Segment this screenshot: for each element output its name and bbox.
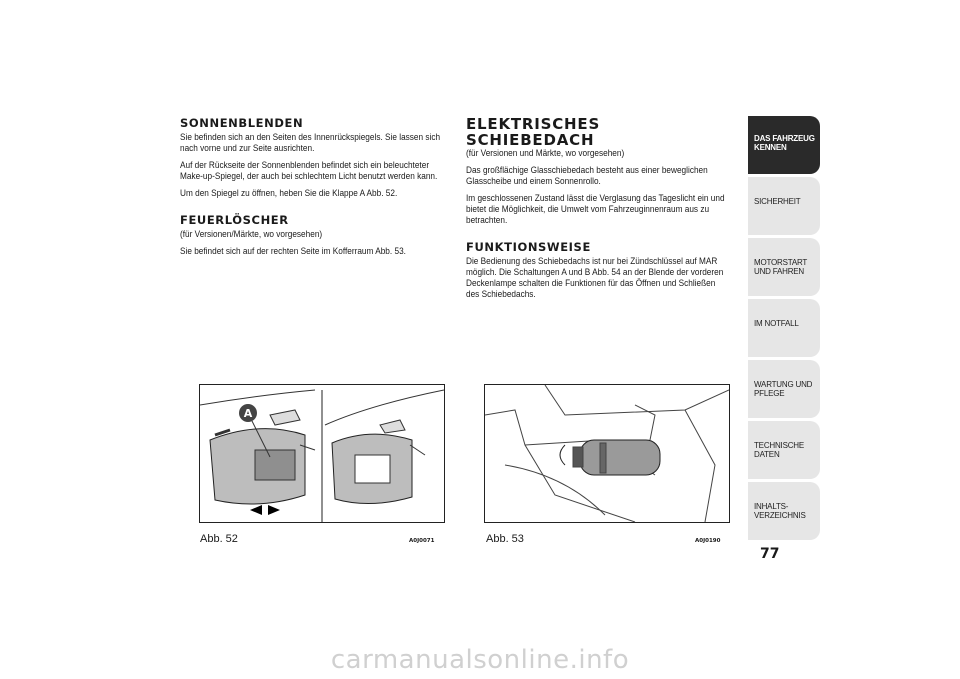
tab-inhaltsverzeichnis[interactable]: INHALTS-VERZEICHNIS <box>748 482 820 540</box>
figure-code: A0J0071 <box>409 538 435 544</box>
figure-caption: Abb. 52 <box>200 533 238 545</box>
paragraph: Das großflächige Glasschiebedach besteht aus einer beweglichen Glasscheibe und einem Sonnenrollo. <box>466 165 708 187</box>
tab-sicherheit[interactable]: SICHERHEIT <box>748 177 820 235</box>
heading-feuerloescher: FEUERLÖSCHER <box>180 213 289 227</box>
paragraph: Die Bedienung des Schiebedachs ist nur bei Zündschlüssel auf MAR möglich. Die Schaltungen A und B Abb. 54 an der Blende der vorderen Deckenlampe schalten die Funktionen für das Öffnen und Schließen des Schiebedachs. <box>466 256 724 300</box>
figure-sun-visor <box>199 384 445 523</box>
paragraph: Sie befindet sich auf der rechten Seite im Kofferraum Abb. 53. <box>180 246 406 257</box>
figure-caption: Abb. 53 <box>486 533 524 545</box>
left-column <box>180 116 442 263</box>
paragraph: Im geschlossenen Zustand lässt die Verglasung das Tageslicht ein und bietet die Möglichkeit, die Umwelt vom Fahrzeuginnenraum aus zu betrachten. <box>466 193 725 226</box>
tab-im-notfall[interactable]: IM NOTFALL <box>748 299 820 357</box>
subtitle: (für Versionen/Märkte, wo vorgesehen) <box>180 229 323 240</box>
callout-a: A <box>243 407 253 420</box>
heading-schiebedach: ELEKTRISCHES SCHIEBEDACH <box>466 115 601 149</box>
sun-visor-illustration <box>200 385 444 522</box>
tab-wartung-und-pflege[interactable]: WARTUNG UND PFLEGE <box>748 360 820 418</box>
subtitle: (für Versionen und Märkte, wo vorgesehen) <box>466 148 625 159</box>
paragraph: Um den Spiegel zu öffnen, heben Sie die Klappe A Abb. 52. <box>180 188 398 199</box>
figure-fire-extinguisher <box>484 384 730 523</box>
watermark: carmanualsonline.info <box>330 645 630 675</box>
right-column <box>466 116 728 306</box>
tab-motorstart-und-fahren[interactable]: MOTORSTART UND FAHREN <box>748 238 820 296</box>
page-number: 77 <box>760 546 780 562</box>
figure-code: A0J0190 <box>695 538 721 544</box>
heading-funktionsweise: FUNKTIONSWEISE <box>466 240 591 254</box>
tab-technische-daten[interactable]: TECHNISCHE DATEN <box>748 421 820 479</box>
paragraph: Sie befinden sich an den Seiten des Innenrückspiegels. Sie lassen sich nach vorne und zur Seite ausrichten. <box>180 132 441 154</box>
heading-sonnenblenden: SONNENBLENDEN <box>180 116 304 130</box>
tab-das-fahrzeug-kennen[interactable]: DAS FAHRZEUG KENNEN <box>748 116 820 174</box>
fire-extinguisher-illustration <box>485 385 729 522</box>
paragraph: Auf der Rückseite der Sonnenblenden befindet sich ein beleuchteter Make-up-Spiegel, der auch bei schlechtem Licht benutzt werden kann. <box>180 160 438 182</box>
double-arrow-icon <box>250 505 280 515</box>
